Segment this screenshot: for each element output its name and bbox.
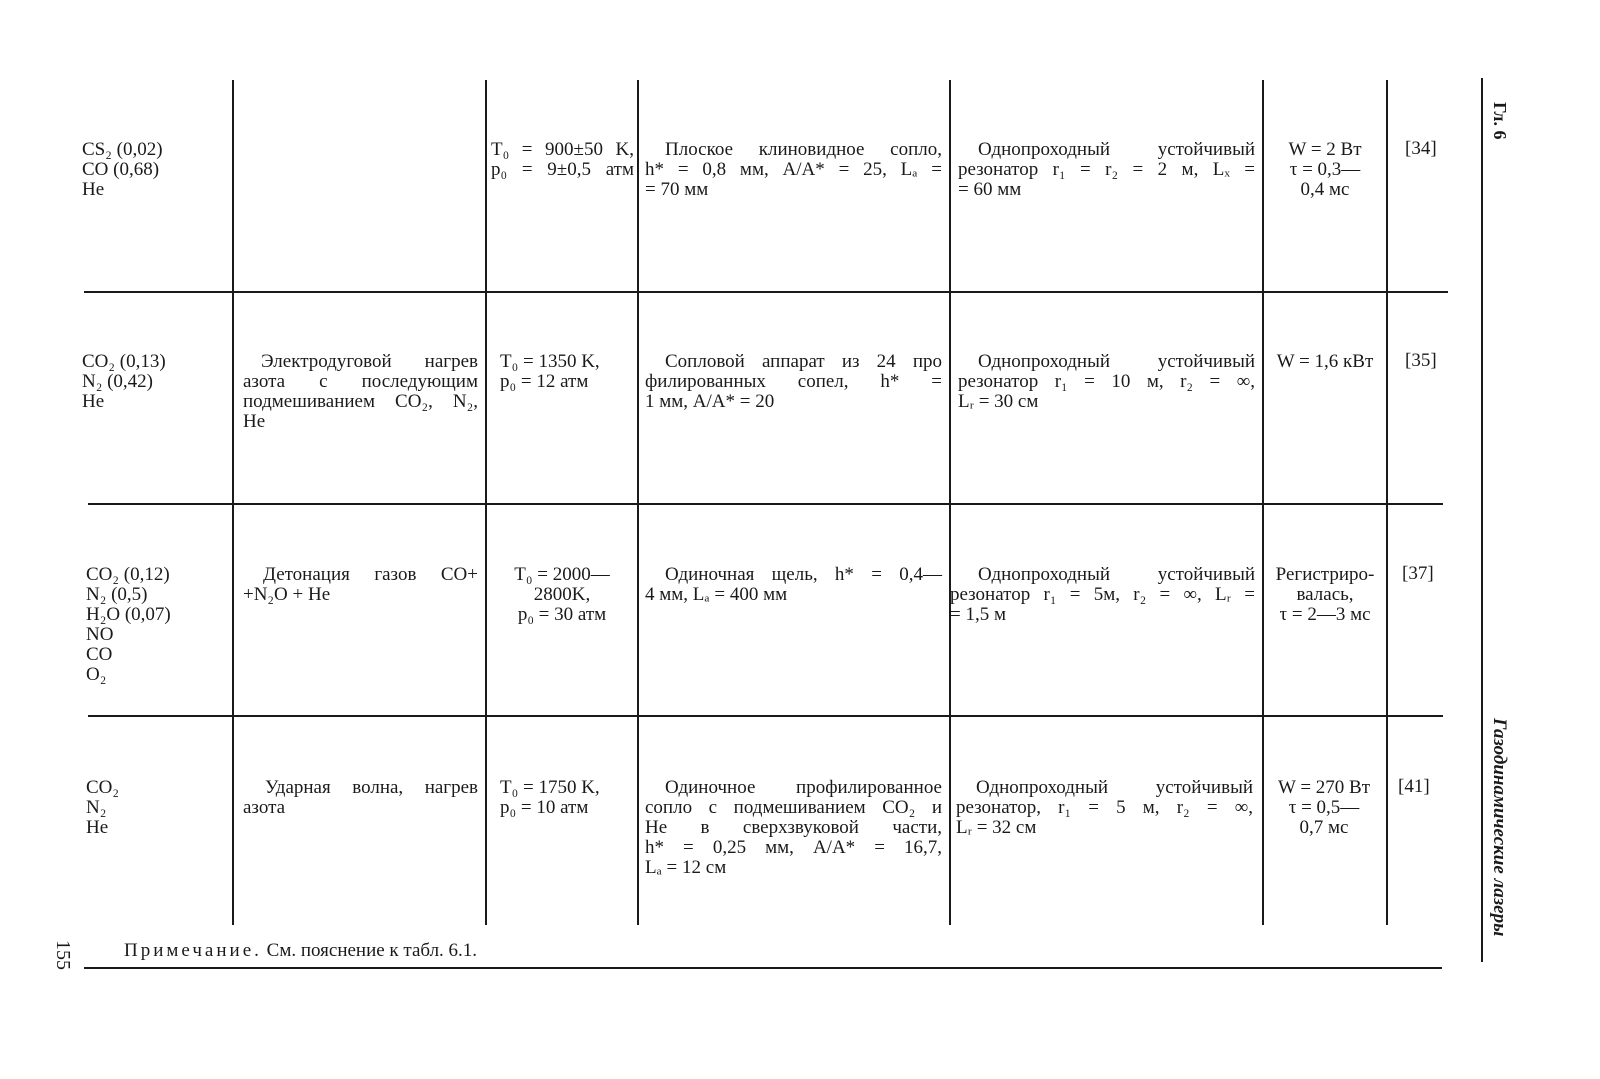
param-line: p₀ = 10 атм [500,797,589,818]
resonator-cell [956,778,1253,838]
output-line: τ = 2—3 мс [1279,604,1371,625]
resonator-cell [958,140,1255,200]
nozzle-line: Lₐ = 12 см [645,857,727,878]
parameters-cell [491,140,634,180]
running-head-title: Газодинамические лазеры [1489,718,1510,937]
resonator-line: Lᵣ = 30 см [958,391,1039,412]
method-line: Ударная волна, нагрев [265,777,478,798]
reference-label: [41] [1398,776,1430,797]
footnote-label: Примечание. [124,940,262,961]
nozzle-cell [645,352,942,412]
output-line: W = 2 Вт [1288,139,1362,160]
output-line: Регистриро- [1275,564,1375,585]
row-rule [84,291,1448,293]
gas-line: CO [86,644,113,665]
parameters-cell [500,778,630,818]
gas-line: NO [86,624,114,645]
output-cell [1266,565,1384,625]
row-rule [88,503,1443,505]
param-line: p₀ = 9±0,5 атм [491,159,634,180]
parameters-cell [500,352,630,392]
reference-label: [35] [1405,350,1437,371]
output-line: валась, [1296,584,1354,605]
nozzle-line: He в сверхзвуковой части, [645,817,942,838]
nozzle-line: филированных сопел, h* = [645,371,942,392]
footer-rule [84,967,1442,969]
table-footnote [124,940,477,962]
output-line: W = 1,6 кВт [1276,351,1374,372]
resonator-line: Однопроходный устойчивый [978,139,1255,160]
nozzle-line: 4 мм, Lₐ = 400 мм [645,584,788,605]
output-cell [1266,140,1384,200]
gas-line: CO (0,68) [82,159,160,180]
nozzle-line: 1 мм, A/A* = 20 [645,391,775,412]
running-head-chapter: Гл. 6 [1490,102,1510,140]
gas-line: H₂O (0,07) [86,604,171,625]
gas-line: CO₂ (0,13) [82,351,166,372]
gas-mixture-cell [86,565,231,685]
gas-mixture-cell [82,352,227,412]
gas-line: He [86,817,109,838]
gas-line: CO₂ (0,12) [86,564,170,585]
param-line: T₀ = 1750 K, [500,777,600,798]
gas-line: O₂ [86,664,107,685]
method-line: +N₂O + He [243,584,331,605]
output-cell [1264,778,1384,838]
output-line: τ = 0,3— [1289,159,1361,180]
gas-line: N₂ [86,797,107,818]
output-line: τ = 0,5— [1288,797,1360,818]
excitation-method-cell [243,778,478,818]
gas-line: CS₂ (0,02) [82,139,163,160]
reference-label: [37] [1402,563,1434,584]
resonator-line: Однопроходный устойчивый [978,564,1255,585]
gas-line: CO₂ [86,777,120,798]
nozzle-line: = 70 мм [645,179,709,200]
nozzle-line: Одиночная щель, h* = 0,4— [665,564,942,585]
resonator-line: резонатор r₁ = 5м, r₂ = ∞, Lᵣ = [950,584,1255,605]
row-rule [88,715,1443,717]
param-line: p₀ = 12 атм [500,371,589,392]
gas-line: N₂ (0,42) [82,371,153,392]
nozzle-cell [645,565,942,605]
gas-line: N₂ (0,5) [86,584,148,605]
gas-line: He [82,179,105,200]
param-line: T₀ = 1350 K, [500,351,600,372]
resonator-cell [950,565,1255,625]
param-line: 2800K, [533,584,591,605]
method-line: Детонация газов CO+ [263,564,478,585]
output-line: W = 270 Вт [1277,777,1371,798]
resonator-cell [958,352,1255,412]
output-line: 0,4 мс [1300,179,1350,200]
resonator-line: = 60 мм [958,179,1022,200]
page-number: 155 [52,940,74,970]
param-line: T₀ = 2000— [514,564,610,585]
resonator-line: Однопроходный устойчивый [976,777,1253,798]
gas-mixture-cell [82,140,227,200]
nozzle-line: h* = 0,25 мм, A/A* = 16,7, [645,837,942,858]
param-line: T₀ = 900±50 K, [491,139,634,160]
method-line: подмешиванием CO₂, N₂, [243,391,478,412]
param-line: p₀ = 30 атм [517,604,607,625]
resonator-line: резонатор r₁ = r₂ = 2 м, Lₓ = [958,159,1255,180]
method-line: Электродуговой нагрев [261,351,478,372]
nozzle-cell [645,778,942,878]
resonator-line: резонатор r₁ = 10 м, r₂ = ∞, [958,371,1255,392]
resonator-line: Однопроходный устойчивый [978,351,1255,372]
output-cell [1266,352,1384,372]
method-line: азота [243,797,286,818]
gas-line: He [82,391,105,412]
resonator-line: резонатор, r₁ = 5 м, r₂ = ∞, [956,797,1253,818]
nozzle-line: сопло с подмешиванием CO₂ и [645,797,942,818]
running-head-rule [1481,78,1483,962]
nozzle-line: Одиночное профилированное [665,777,942,798]
nozzle-line: Сопловой аппарат из 24 про [665,351,942,372]
gas-mixture-cell [86,778,231,838]
excitation-method-cell [243,565,478,605]
method-line: He [243,411,266,432]
nozzle-line: h* = 0,8 мм, A/A* = 25, Lₐ = [645,159,942,180]
reference-label: [34] [1405,138,1437,159]
resonator-line: Lᵣ = 32 см [956,817,1037,838]
output-line: 0,7 мс [1299,817,1349,838]
parameters-cell [492,565,632,625]
nozzle-line: Плоское клиновидное сопло, [665,139,942,160]
excitation-method-cell [243,352,478,432]
method-line: азота с последующим [243,371,478,392]
resonator-line: = 1,5 м [950,604,1006,625]
footnote-text: См. пояснение к табл. 6.1. [266,940,478,961]
nozzle-cell [645,140,942,200]
